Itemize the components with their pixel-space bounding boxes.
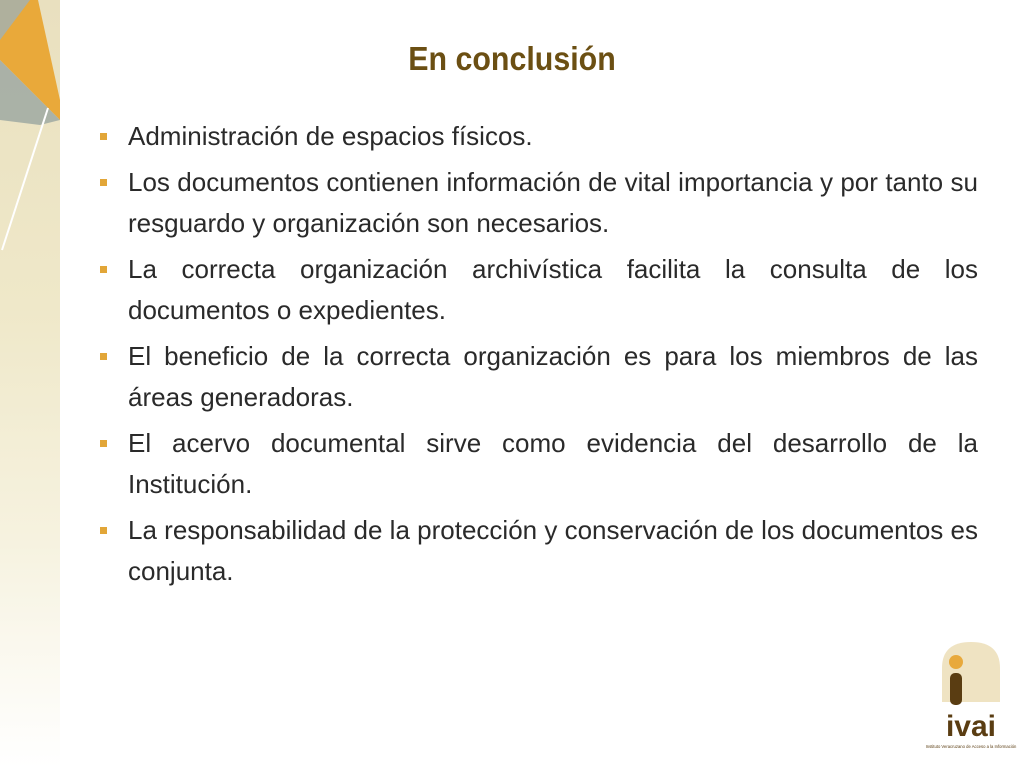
bullet-text: El acervo documental sirve como evidencia del desarrollo de la Institución. [128,428,978,499]
corner-geometric-decoration [0,0,60,260]
square-bullet-icon [100,527,107,534]
list-item [98,249,978,331]
square-bullet-icon [100,353,107,360]
square-bullet-icon [100,440,107,447]
list-item [98,423,978,505]
logo-dot [949,655,963,669]
list-item [98,336,978,418]
logo-stem [950,673,962,705]
bullet-text: El beneficio de la correcta organización es para los miembros de las áreas generadoras. [128,341,978,412]
square-bullet-icon [100,266,107,273]
square-bullet-icon [100,179,107,186]
bullet-text: La responsabilidad de la protección y conservación de los documentos es conjunta. [128,515,978,586]
square-bullet-icon [100,133,107,140]
list-item [98,116,978,157]
list-item [98,510,978,592]
white-diagonal-line [2,108,48,250]
bullet-text: Los documentos contienen información de vital importancia y por tanto su resguardo y organización son necesarios. [128,167,978,238]
logo-wordmark: ivai [945,710,997,743]
logo-subtitle: Instituto Veracruzano de Acceso a la Información [925,744,1017,749]
slide-title: En conclusión [408,40,616,77]
bullet-list [98,116,978,597]
ivai-logo [925,640,1017,760]
bullet-text: La correcta organización archivística facilita la consulta de los documentos o expedientes. [128,254,978,325]
bullet-text: Administración de espacios físicos. [128,121,533,151]
list-item [98,162,978,244]
